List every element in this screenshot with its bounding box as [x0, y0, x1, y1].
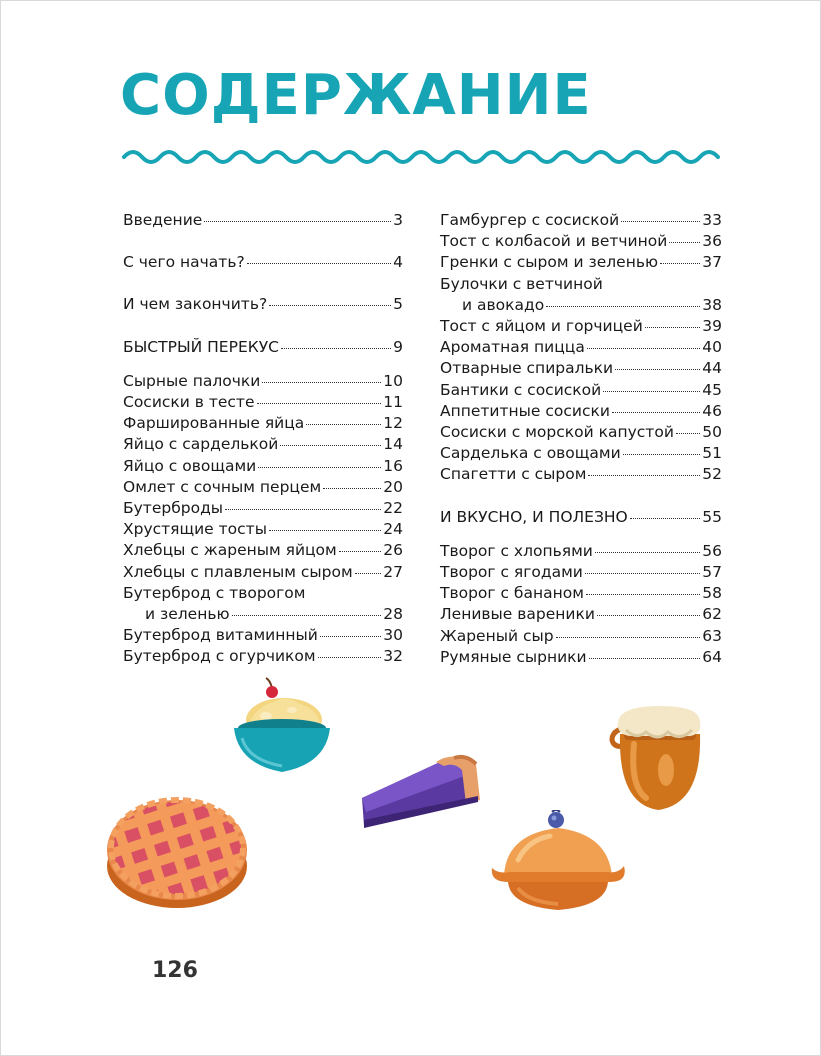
toc-entry[interactable]: Хрустящие тосты 24 [123, 520, 403, 539]
toc-entry[interactable]: Введение 3 [123, 211, 403, 229]
toc-entry[interactable]: Бутерброд с огурчиком 32 [123, 647, 403, 666]
toc-entry[interactable]: и авокадо 38 [462, 295, 722, 314]
toc-entry[interactable]: Бутерброд витаминный 30 [123, 626, 403, 645]
toc-entry[interactable]: Яйцо с овощами 16 [123, 456, 403, 475]
toc-entry[interactable]: Румяные сырники 64 [440, 647, 722, 666]
toc-entry[interactable]: Сосиски с морской капустой 50 [440, 423, 722, 442]
toc-entry[interactable]: Ароматная пицца 40 [440, 338, 722, 357]
toc-left-column [123, 210, 403, 668]
page-number: 126 [152, 958, 198, 983]
dessert-bowl-illustration [226, 676, 338, 778]
toc-entry[interactable]: Творог с ягодами 57 [440, 563, 722, 582]
toc-entry[interactable]: Отварные спиральки 44 [440, 359, 722, 378]
toc-entry[interactable]: И чем закончить? 5 [123, 295, 403, 314]
toc-entry[interactable]: Омлет с сочным перцем 20 [123, 477, 403, 496]
page-title: СОДЕРЖАНИЕ [120, 63, 592, 128]
toc-entry-first-line[interactable]: Булочки с ветчиной [440, 274, 603, 293]
toc-entry[interactable]: Хлебцы с жареным яйцом 26 [123, 541, 403, 560]
toc-section-heading[interactable]: И ВКУСНО, И ПОЛЕЗНО 55 [440, 507, 722, 526]
toc-entry[interactable]: Творог с бананом 58 [440, 584, 722, 603]
toc-entry[interactable]: Сарделька с овощами 51 [440, 444, 722, 463]
wave-divider [122, 146, 724, 168]
toc-entry[interactable]: Бутерброды 22 [123, 499, 403, 518]
toc-entry[interactable]: Сосиски в тесте 11 [123, 393, 403, 412]
toc-entry[interactable]: Жареный сыр 63 [440, 626, 722, 645]
toc-entry[interactable]: Гренки с сыром и зеленью 37 [440, 253, 722, 272]
toc-entry[interactable]: Фаршированные яйца 12 [123, 414, 403, 433]
toc-entry[interactable]: Ленивые вареники 62 [440, 605, 722, 624]
toc-entry[interactable]: Бантики с сосиской 45 [440, 380, 722, 399]
pie-slice-illustration [358, 750, 484, 836]
toc-entry[interactable]: Гамбургер с сосиской 33 [440, 211, 722, 229]
toc-section-heading[interactable]: БЫСТРЫЙ ПЕРЕКУС 9 [123, 337, 403, 356]
toc-entry[interactable]: Аппетитные сосиски 46 [440, 401, 722, 420]
lattice-pie-illustration [104, 792, 250, 914]
toc-entry[interactable]: Хлебцы с плавленым сыром 27 [123, 562, 403, 581]
toc-entry[interactable]: Спагетти с сыром 52 [440, 465, 722, 484]
toc-entry[interactable]: Тост с яйцом и горчицей 39 [440, 317, 722, 336]
honey-jar-illustration [606, 700, 708, 814]
toc-entry[interactable]: Сырные палочки 10 [123, 371, 403, 390]
toc-entry[interactable]: С чего начать? 4 [123, 253, 403, 272]
toc-entry[interactable]: Творог с хлопьями 56 [440, 541, 722, 560]
pot-pie-illustration [488, 810, 630, 914]
toc-entry-first-line[interactable]: Бутерброд с творогом [123, 583, 306, 602]
toc-right-column [440, 210, 722, 668]
toc-entry[interactable]: Тост с колбасой и ветчиной 36 [440, 232, 722, 251]
toc-entry[interactable]: Яйцо с сарделькой 14 [123, 435, 403, 454]
toc-entry[interactable]: и зеленью 28 [145, 605, 403, 624]
